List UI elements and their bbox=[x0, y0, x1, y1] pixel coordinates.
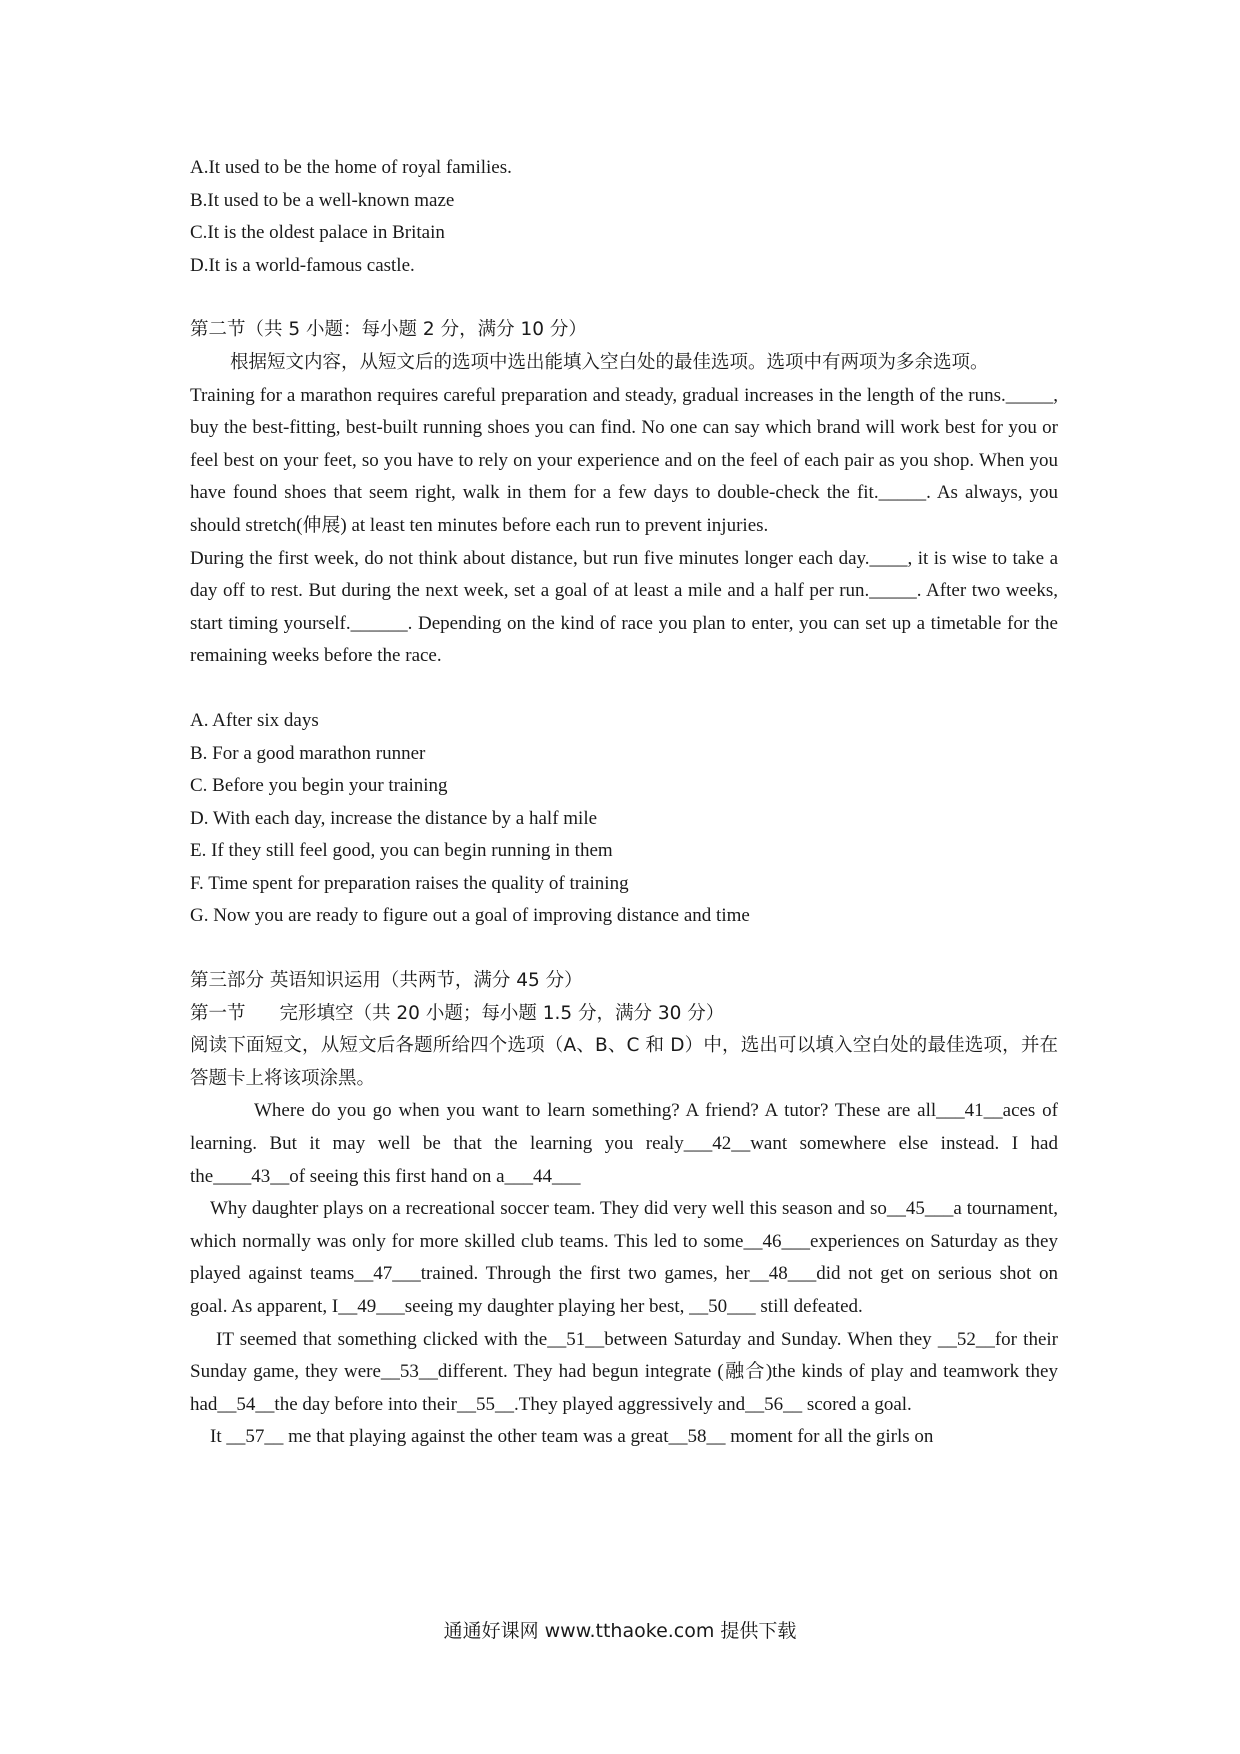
section-2-heading: 第二节（共 5 小题：每小题 2 分，满分 10 分） bbox=[190, 319, 587, 341]
option-c: C.It is the oldest palace in Britain bbox=[190, 222, 445, 244]
option-item-b: B. For a good marathon runner bbox=[190, 742, 426, 764]
previous-question-options bbox=[190, 152, 1058, 282]
section-1-label: 第一节 bbox=[190, 1002, 246, 1024]
option-item-g: G. Now you are ready to figure out a goal of improving distance and time bbox=[190, 905, 750, 927]
page-footer: 通通好课网 www.tthaoke.com 提供下载 bbox=[443, 1620, 797, 1642]
option-item-d: D. With each day, increase the distance by a half mile bbox=[190, 807, 598, 829]
section-1-title: 完形填空（共 20 小题；每小题 1.5 分，满分 30 分） bbox=[279, 1002, 725, 1024]
cloze-paragraph-4: It __57__ me that playing against the other team was a great__58__ moment for all the girls on bbox=[210, 1426, 934, 1448]
page-content bbox=[190, 152, 1058, 1454]
option-item-a: A. After six days bbox=[190, 709, 319, 731]
section-2-options bbox=[190, 705, 1058, 933]
option-b: B.It used to be a well-known maze bbox=[190, 189, 455, 211]
section-2-instruction: 根据短文内容，从短文后的选项中选出能填入空白处的最佳选项。选项中有两项为多余选项。 bbox=[230, 351, 989, 373]
cloze-paragraph-1: Where do you go when you want to learn something? A friend? A tutor? These are all___41__aces of learning. But it may well be that the learning you realy___42__want somewhere else instead. I had the____43__of seeing this first hand on a___44___ bbox=[190, 1100, 1058, 1187]
cloze-paragraph-2: Why daughter plays on a recreational soccer team. They did very well this season and so__45___a tournament, which normally was only for more skilled club teams. This led to some__46___experiences on Saturday as they played against teams__47___trained. Through the first two games, her__48___did not get on serious shot on goal. As apparent, I__49___seeing my daughter playing her best, __50___ still defeated. bbox=[190, 1198, 1058, 1317]
passage-paragraph-2: During the first week, do not think about distance, but run five minutes longer each day.____, it is wise to take a day off to rest. But during the next week, set a goal of at least a mile and a half per run._____. After two weeks, start timing yourself.______. Depending on the kind of race you plan to enter, you can set up a timetable for the remaining weeks before the race. bbox=[190, 547, 1058, 667]
part-3-heading: 第三部分 英语知识运用（共两节，满分 45 分） bbox=[190, 970, 583, 992]
part-3-instruction: 阅读下面短文，从短文后各题所给四个选项（A、B、C 和 D）中，选出可以填入空白处的最佳选项，并在答题卡上将该项涂黑。 bbox=[190, 1035, 1058, 1089]
option-item-c: C. Before you begin your training bbox=[190, 775, 448, 797]
option-d: D.It is a world-famous castle. bbox=[190, 254, 415, 276]
option-item-e: E. If they still feel good, you can begin running in them bbox=[190, 840, 613, 862]
option-a: A.It used to be the home of royal families. bbox=[190, 157, 512, 178]
section-1-heading bbox=[190, 998, 1058, 1031]
option-item-f: F. Time spent for preparation raises the quality of training bbox=[190, 872, 629, 894]
passage-paragraph-1: Training for a marathon requires careful preparation and steady, gradual increases in the length of the runs._____, buy the best-fitting, best-built running shoes you can find. No one can say which brand will work best for you or feel best on your feet, so you have to rely on your experience and on the feel of each pair as you shop. When you have found shoes that seem right, walk in them for a few days to double-check the fit._____. As always, you should stretch(伸展) at least ten minutes before each run to prevent injuries. bbox=[190, 384, 1058, 536]
section-2 bbox=[190, 314, 1058, 933]
part-3 bbox=[190, 965, 1058, 1454]
cloze-paragraph-3: IT seemed that something clicked with the__51__between Saturday and Sunday. When they __52__for their Sunday game, they were__53__different. They had begun integrate (融合)the kinds of play and teamwork they had__54__the day before into their__55__.They played aggressively and__56__ scored a goal. bbox=[190, 1328, 1058, 1415]
